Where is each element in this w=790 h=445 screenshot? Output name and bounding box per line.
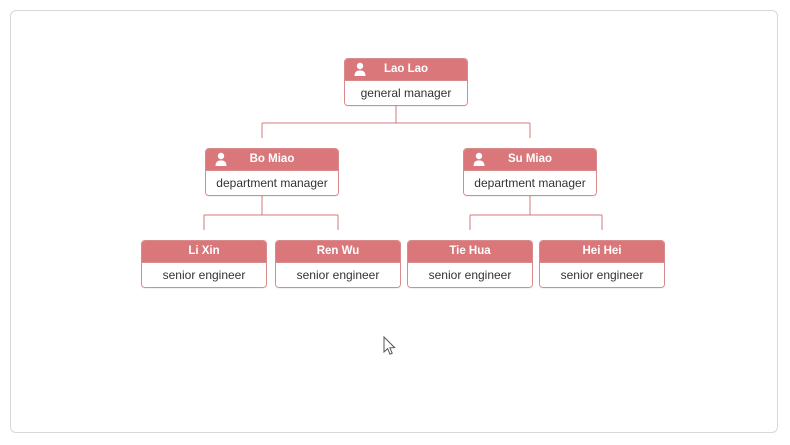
person-avatar-icon xyxy=(353,62,367,77)
person-avatar-icon xyxy=(214,152,228,167)
org-node-title: department manager xyxy=(464,170,596,195)
org-node-name: Hei Hei xyxy=(582,245,622,257)
org-node-bo-miao[interactable] xyxy=(205,148,339,196)
org-node-title: general manager xyxy=(345,80,467,105)
org-node-header xyxy=(206,149,338,170)
org-node-name: Ren Wu xyxy=(316,245,360,257)
org-node-header xyxy=(142,241,266,262)
org-node-header xyxy=(464,149,596,170)
org-node-title: senior engineer xyxy=(276,262,400,287)
org-node-header xyxy=(408,241,532,262)
org-node-header xyxy=(345,59,467,80)
org-node-name: Su Miao xyxy=(507,153,553,165)
org-node-name: Li Xin xyxy=(188,245,220,257)
org-node-title: senior engineer xyxy=(142,262,266,287)
org-node-header xyxy=(276,241,400,262)
org-node-tie-hua[interactable] xyxy=(407,240,533,288)
org-node-li-xin[interactable] xyxy=(141,240,267,288)
org-node-header xyxy=(540,241,664,262)
mouse-cursor xyxy=(383,336,397,356)
org-node-name: Tie Hua xyxy=(449,245,491,257)
org-node-name: Lao Lao xyxy=(383,63,429,75)
org-node-su-miao[interactable] xyxy=(463,148,597,196)
org-node-name: Bo Miao xyxy=(249,153,295,165)
org-node-hei-hei[interactable] xyxy=(539,240,665,288)
person-avatar-icon xyxy=(472,152,486,167)
org-chart-canvas[interactable] xyxy=(10,10,778,433)
org-node-lao-lao[interactable] xyxy=(344,58,468,106)
org-node-title: senior engineer xyxy=(408,262,532,287)
org-node-ren-wu[interactable] xyxy=(275,240,401,288)
org-node-title: senior engineer xyxy=(540,262,664,287)
org-node-title: department manager xyxy=(206,170,338,195)
